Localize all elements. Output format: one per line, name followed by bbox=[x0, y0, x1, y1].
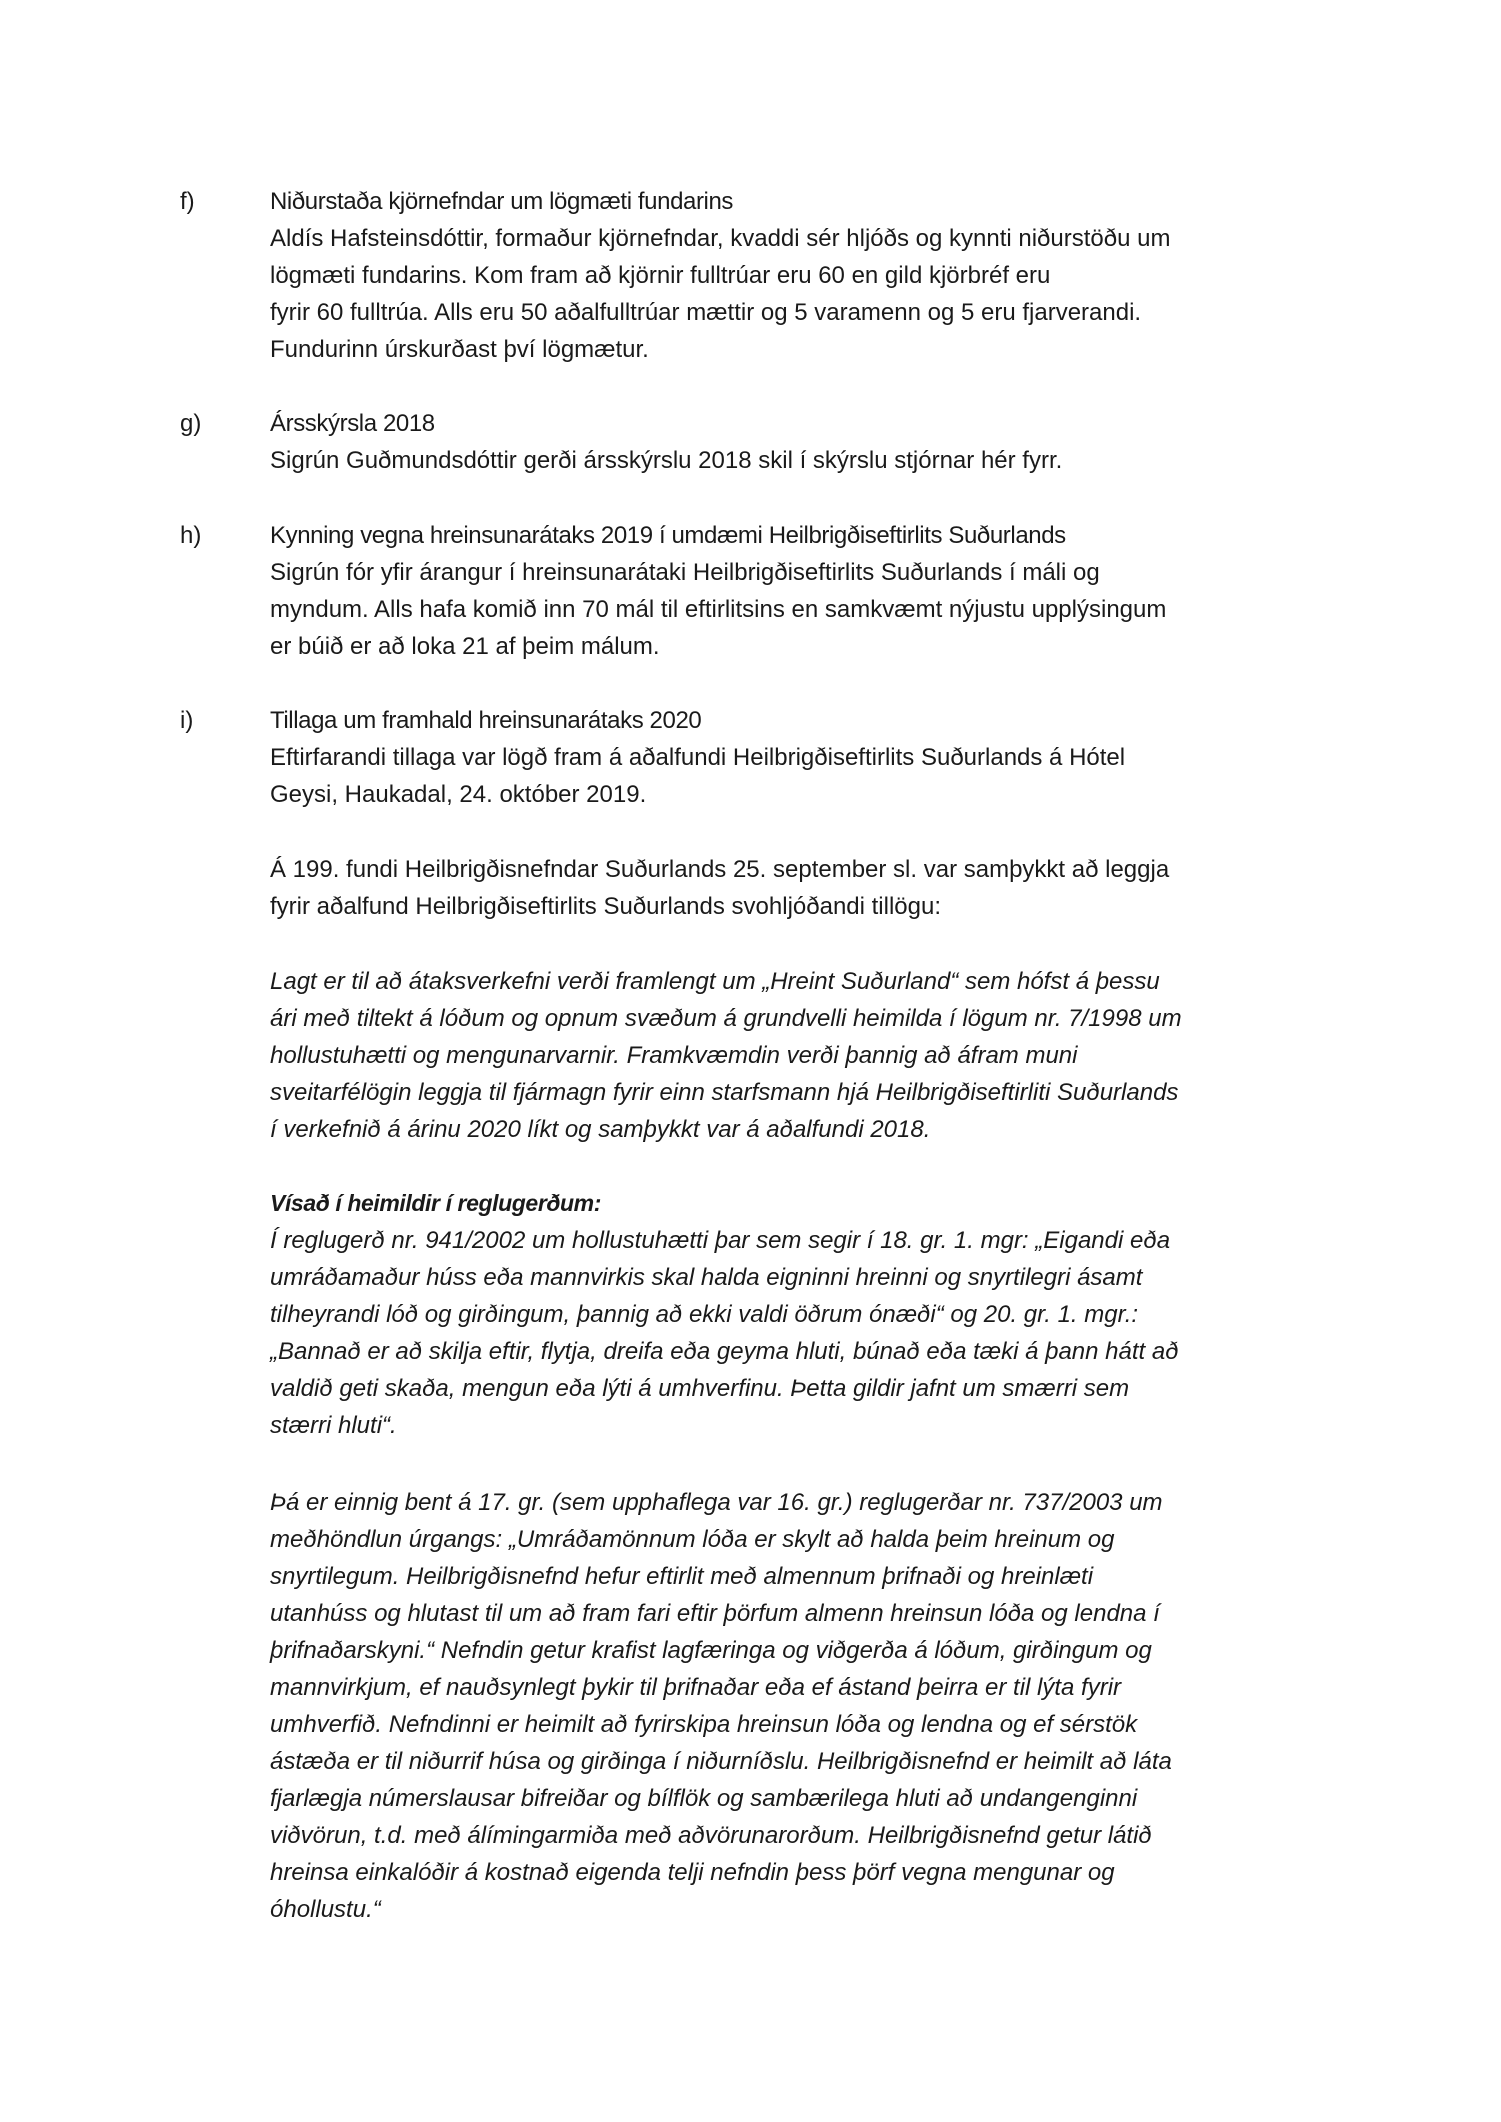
text-line: Fundurinn úrskurðast því lögmætur. bbox=[270, 336, 649, 363]
section-heading: Ársskýrsla 2018 bbox=[270, 410, 435, 437]
text-line: Aldís Hafsteinsdóttir, formaður kjörnefndar, kvaddi sér hljóðs og kynnti niðurstöðu um bbox=[270, 225, 1171, 252]
text-line: Geysi, Haukadal, 24. október 2019. bbox=[270, 781, 647, 808]
text-line: þrifnaðarskyni.“ Nefndin getur krafist lagfæringa og viðgerða á lóðum, girðingum og bbox=[270, 1637, 1152, 1664]
text-line: fyrir aðalfund Heilbrigðiseftirlits Suðurlands svohljóðandi tillögu: bbox=[270, 893, 942, 920]
section-body bbox=[270, 739, 1125, 813]
section-label: i) bbox=[180, 707, 194, 734]
text-line: stærri hluti“. bbox=[270, 1412, 397, 1439]
references-heading: Vísað í heimildir í reglugerðum: bbox=[270, 1190, 601, 1216]
section-label: h) bbox=[180, 522, 202, 549]
text-line: umráðamaður húss eða mannvirkis skal halda eigninni hreinni og snyrtilegri ásamt bbox=[270, 1264, 1143, 1291]
section-label: f) bbox=[180, 188, 195, 215]
text-line: ári með tiltekt á lóðum og opnum svæðum á grundvelli heimilda í lögum nr. 7/1998 um bbox=[270, 1005, 1182, 1032]
section-body bbox=[270, 220, 1170, 368]
text-line: Eftirfarandi tillaga var lögð fram á aðalfundi Heilbrigðiseftirlits Suðurlands á Hótel bbox=[270, 744, 1126, 771]
text-line: valdið geti skaða, mengun eða lýti á umhverfinu. Þetta gildir jafnt um smærri sem bbox=[270, 1375, 1130, 1402]
text-line: hreinsa einkalóðir á kostnað eigenda telji nefndin þess þörf vegna mengunar og bbox=[270, 1859, 1115, 1886]
text-line: Á 199. fundi Heilbrigðisnefndar Suðurlands 25. september sl. var samþykkt að leggja bbox=[270, 856, 1170, 883]
text-line: Lagt er til að átaksverkefni verði framlengt um „Hreint Suðurland“ sem hófst á þessu bbox=[270, 968, 1160, 995]
text-line: lögmæti fundarins. Kom fram að kjörnir fulltrúar eru 60 en gild kjörbréf eru bbox=[270, 262, 1051, 289]
section-body bbox=[270, 442, 1062, 479]
text-line: Sigrún fór yfir árangur í hreinsunarátaki Heilbrigðiseftirlits Suðurlands í máli og bbox=[270, 559, 1100, 586]
text-line: utanhúss og hlutast til um að fram fari eftir þörfum almenn hreinsun lóða og lendna í bbox=[270, 1600, 1160, 1627]
text-line: tilheyrandi lóð og girðingum, þannig að ekki valdi öðrum ónæði“ og 20. gr. 1. mgr.: bbox=[270, 1301, 1139, 1328]
text-line: sveitarfélögin leggja til fjármagn fyrir einn starfsmann hjá Heilbrigðiseftirliti Suðurlands bbox=[270, 1079, 1179, 1106]
text-line: mannvirkjum, ef nauðsynlegt þykir til þrifnaðar eða ef ástand þeirra er til lýta fyrir bbox=[270, 1674, 1122, 1701]
references2-text bbox=[270, 1484, 1172, 1928]
text-line: Í reglugerð nr. 941/2002 um hollustuhætti þar sem segir í 18. gr. 1. mgr: „Eigandi eða bbox=[270, 1227, 1171, 1254]
text-line: Sigrún Guðmundsdóttir gerði ársskýrslu 2018 skil í skýrslu stjórnar hér fyrr. bbox=[270, 447, 1063, 474]
text-line: óhollustu.“ bbox=[270, 1896, 381, 1923]
references-text bbox=[270, 1222, 1179, 1444]
text-line: Þá er einnig bent á 17. gr. (sem upphaflega var 16. gr.) reglugerðar nr. 737/2003 um bbox=[270, 1489, 1163, 1516]
section-label: g) bbox=[180, 410, 202, 437]
text-line: snyrtilegum. Heilbrigðisnefnd hefur eftirlit með almennum þrifnaði og hreinlæti bbox=[270, 1563, 1094, 1590]
proposal-text bbox=[270, 963, 1182, 1148]
text-line: fjarlægja númerslausar bifreiðar og bílflök og sambærilega hluti að undangenginni bbox=[270, 1785, 1138, 1812]
text-line: myndum. Alls hafa komið inn 70 mál til eftirlitsins en samkvæmt nýjustu upplýsingum bbox=[270, 596, 1167, 623]
section-body bbox=[270, 554, 1166, 665]
text-line: ástæða er til niðurrif húsa og girðinga í niðurníðslu. Heilbrigðisnefnd er heimilt að láta bbox=[270, 1748, 1172, 1775]
text-line: „Bannað er að skilja eftir, flytja, dreifa eða geyma hluti, búnað eða tæki á þann hátt að bbox=[270, 1338, 1179, 1365]
text-line: viðvörun, t.d. með álímingarmiða með aðvörunarorðum. Heilbrigðisnefnd getur látið bbox=[270, 1822, 1152, 1849]
section-heading: Tillaga um framhald hreinsunarátaks 2020 bbox=[270, 707, 702, 734]
text-line: er búið er að loka 21 af þeim málum. bbox=[270, 633, 660, 660]
section-heading: Niðurstaða kjörnefndar um lögmæti fundarins bbox=[270, 188, 734, 215]
text-line: hollustuhætti og mengunarvarnir. Framkvæmdin verði þannig að áfram muni bbox=[270, 1042, 1078, 1069]
intro-text bbox=[270, 851, 1169, 925]
text-line: í verkefnið á árinu 2020 líkt og samþykkt var á aðalfundi 2018. bbox=[270, 1116, 931, 1143]
text-line: fyrir 60 fulltrúa. Alls eru 50 aðalfulltrúar mættir og 5 varamenn og 5 eru fjarverandi. bbox=[270, 299, 1142, 326]
section-heading: Kynning vegna hreinsunarátaks 2019 í umdæmi Heilbrigðiseftirlits Suðurlands bbox=[270, 522, 1066, 549]
text-line: meðhöndlun úrgangs: „Umráðamönnum lóða er skylt að halda þeim hreinum og bbox=[270, 1526, 1115, 1553]
text-line: umhverfið. Nefndinni er heimilt að fyrirskipa hreinsun lóða og lendna og ef sérstök bbox=[270, 1711, 1138, 1738]
